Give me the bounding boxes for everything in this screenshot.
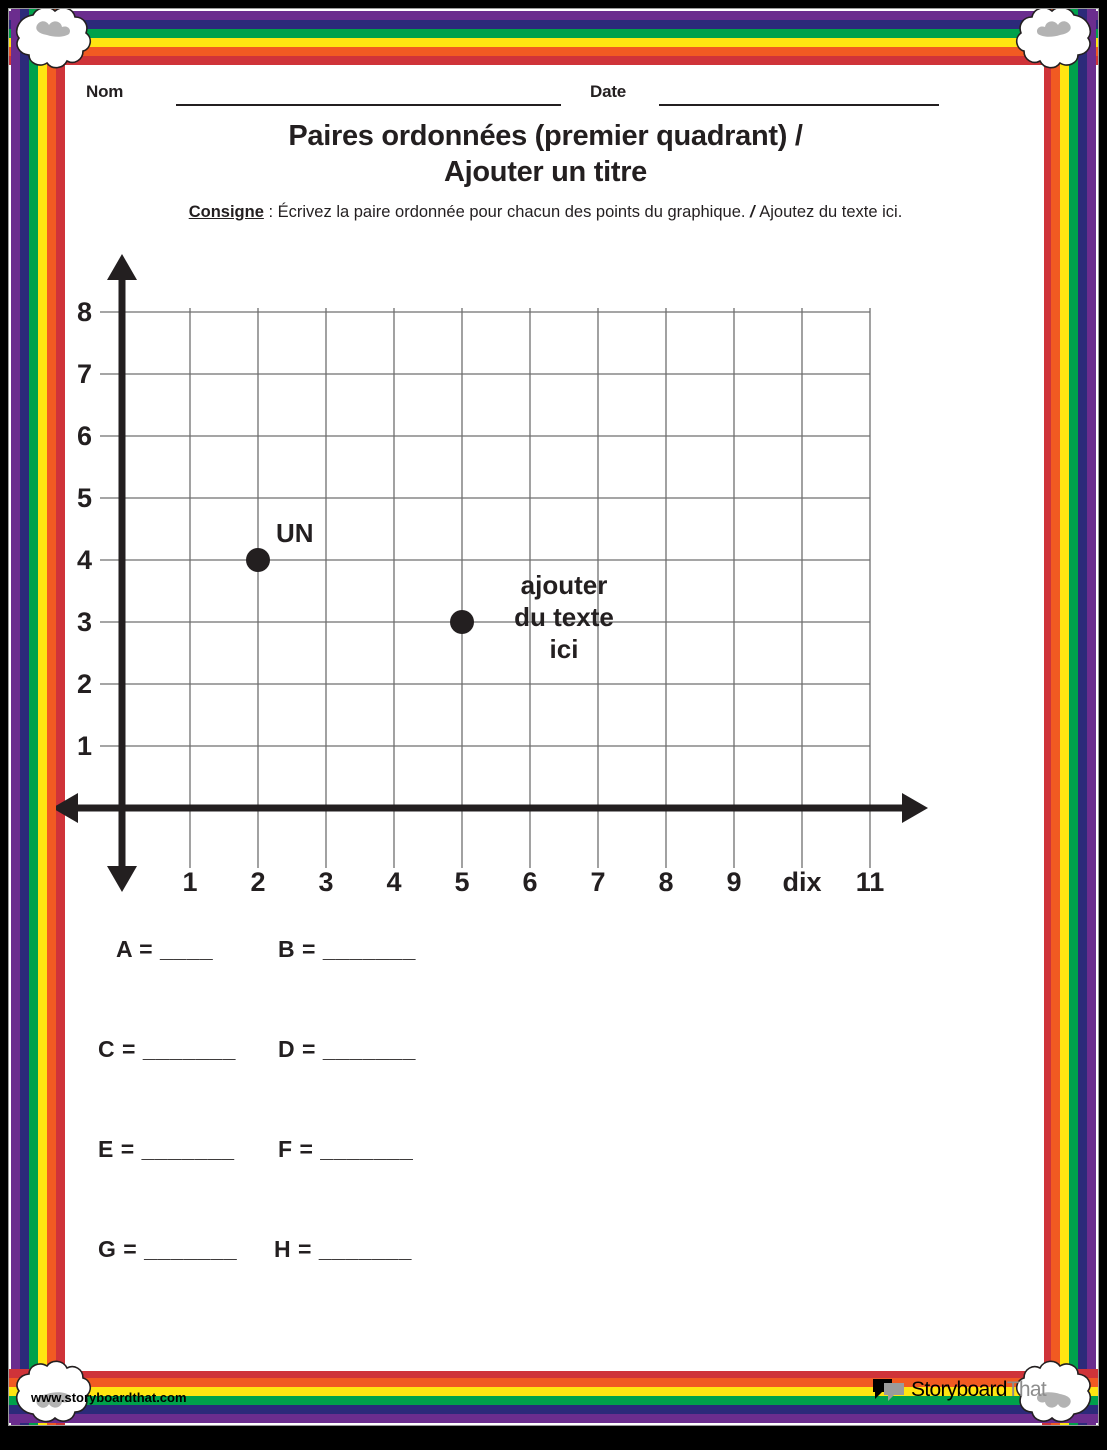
instruction-slash: /: [745, 203, 760, 221]
y-axis-tick-label: 3: [76, 607, 92, 637]
stripe-top-yellow: [9, 38, 1098, 47]
stripe-top-indigo: [9, 20, 1098, 29]
worksheet-content: [56, 56, 1035, 1362]
stripe-top-green: [9, 29, 1098, 38]
stripe-left-orange: [47, 9, 56, 1425]
data-point[interactable]: [246, 548, 270, 572]
y-axis-tick-label: 1: [76, 731, 92, 761]
data-point-label: UN: [276, 518, 314, 548]
instruction-separator: :: [263, 203, 278, 221]
answer-item-G[interactable]: G = _______: [98, 1236, 238, 1262]
date-input-line[interactable]: [659, 104, 939, 106]
date-label: Date: [590, 82, 627, 101]
answer-item-C[interactable]: C = _______: [98, 1036, 236, 1062]
answer-item-D[interactable]: D = _______: [278, 1036, 416, 1062]
y-axis-tick-label: 7: [76, 359, 92, 389]
page-title-line-1: Paires ordonnées (premier quadrant) /: [288, 120, 803, 152]
instruction-text: Écrivez la paire ordonnée pour chacun des points du graphique.: [277, 203, 746, 221]
speech-bubble-icon: [872, 1377, 906, 1403]
x-axis-tick-label: 9: [726, 867, 742, 897]
stripe-left-purple: [11, 9, 20, 1425]
stripe-right-indigo: [1078, 9, 1087, 1425]
stripe-left-yellow: [38, 9, 47, 1425]
instruction-keyword: Consigne: [188, 203, 264, 221]
answer-row: [56, 1036, 1035, 1136]
y-axis-tick-label: 5: [76, 483, 92, 513]
stripe-top-orange: [9, 47, 1098, 56]
coordinate-plane: [56, 251, 1035, 911]
stripe-right-yellow: [1060, 9, 1069, 1425]
answer-row: [56, 1136, 1035, 1236]
name-date-row: [86, 76, 1006, 110]
coordinate-graph: [56, 251, 1035, 911]
y-axis-tick-label: 6: [76, 421, 92, 451]
x-axis-tick-label: 1: [182, 867, 198, 897]
stripe-left-green: [29, 9, 38, 1425]
x-axis-tick-label: 4: [386, 867, 402, 897]
name-label: Nom: [86, 82, 124, 101]
x-axis-tick-label: 8: [658, 867, 674, 897]
logo-wordmark: [911, 1378, 1046, 1402]
stripe-left-indigo: [20, 9, 29, 1425]
stripe-bottom-purple: [9, 1414, 1098, 1423]
answer-blanks: [56, 936, 1035, 1336]
x-axis-tick-label: 11: [855, 867, 885, 897]
page-title-line-2: Ajouter un titre: [443, 156, 648, 188]
page-title: [56, 118, 1035, 190]
y-axis-tick-label: 2: [76, 669, 92, 699]
data-point[interactable]: [450, 610, 474, 634]
y-axis-tick-label: 4: [76, 545, 92, 575]
stripe-right-purple: [1087, 9, 1096, 1425]
stripe-top-purple: [9, 11, 1098, 20]
x-axis-arrow-left: [56, 793, 78, 823]
storyboardthat-logo[interactable]: [872, 1377, 1046, 1403]
x-axis-tick-label: 3: [318, 867, 334, 897]
answer-item-A[interactable]: A = ____: [116, 936, 214, 962]
answer-row: [56, 1236, 1035, 1336]
x-axis-arrow-right: [902, 793, 928, 823]
data-point-label: ajouter du texte ici: [514, 570, 614, 664]
y-axis-tick-label: 8: [76, 297, 92, 327]
answer-row: [56, 936, 1035, 1036]
x-axis-tick-label: 6: [522, 867, 538, 897]
x-axis-tick-label: dix: [782, 867, 822, 897]
answer-item-H[interactable]: H = _______: [274, 1236, 412, 1262]
name-input-line[interactable]: [176, 104, 561, 106]
x-axis-tick-label: 2: [250, 867, 266, 897]
instruction-line: [56, 203, 1035, 222]
x-axis-tick-label: 5: [454, 867, 470, 897]
stripe-right-green: [1069, 9, 1078, 1425]
footer-url[interactable]: www.storyboardthat.com: [31, 1390, 187, 1405]
instruction-suffix: Ajoutez du texte ici.: [759, 203, 903, 221]
x-axis-tick-label: 7: [590, 867, 606, 897]
stripe-right-orange: [1051, 9, 1060, 1425]
answer-item-E[interactable]: E = _______: [98, 1136, 235, 1162]
logo-text-light: That: [1006, 1378, 1046, 1401]
stripe-bottom-indigo: [9, 1405, 1098, 1414]
answer-item-B[interactable]: B = _______: [278, 936, 416, 962]
y-axis-arrow-up: [107, 254, 137, 280]
y-axis-arrow-down: [107, 866, 137, 892]
logo-text-bold: Storyboard: [911, 1378, 1007, 1401]
answer-item-F[interactable]: F = _______: [278, 1136, 414, 1162]
